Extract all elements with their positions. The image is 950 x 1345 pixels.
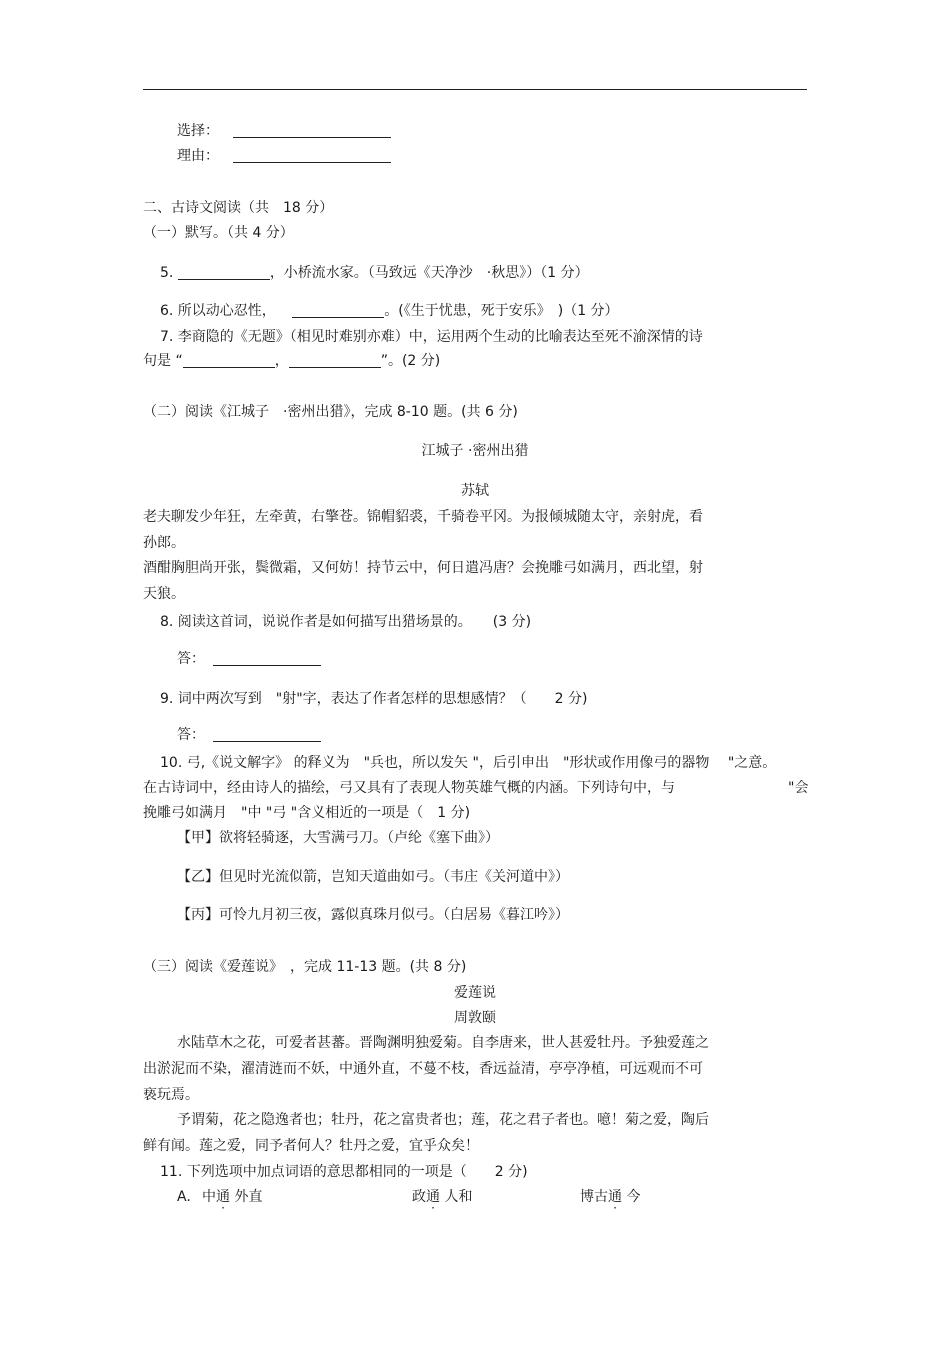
q11-option-a-2 <box>412 1188 472 1206</box>
question-5 <box>160 264 589 282</box>
essay-line-3: 亵玩焉。 <box>143 1087 199 1103</box>
essay-line-1: 水陆草木之花，可爱者甚蕃。晋陶渊明独爱菊。自李唐来，世人甚爱牡丹。予独爱莲之 <box>177 1035 709 1051</box>
q11-option-a-1 <box>202 1188 262 1206</box>
q9-answer-blank[interactable] <box>213 727 321 742</box>
section2-title: 二、古诗文阅读（共 18 分） <box>143 200 334 216</box>
q7-comma: ， <box>274 353 289 369</box>
q11-a1-pre: 中 <box>202 1189 216 1205</box>
question-6 <box>160 302 619 320</box>
poem-author: 苏轼 <box>461 483 489 499</box>
poem-line-4: 天狼。 <box>143 586 185 602</box>
q11-a3-dotted: 通 <box>608 1189 622 1205</box>
q11-option-a-3 <box>580 1188 640 1206</box>
reason-line <box>177 147 391 165</box>
q6-blank[interactable] <box>292 303 384 318</box>
q7-prefix: 句是 “ <box>143 353 183 369</box>
q7-blank-2[interactable] <box>289 353 381 368</box>
option-bing: 【丙】可怜九月初三夜，露似真珠月似弓。（白居易《暮江吟》） <box>177 907 569 923</box>
poem-title: 江城子 ·密州出猎 <box>421 443 529 459</box>
choice-blank[interactable] <box>233 123 391 138</box>
q7-suffix: ”。(2 分) <box>380 353 441 369</box>
q11-a1-dotted: 通 <box>216 1189 230 1205</box>
q11-a2-post: 人和 <box>440 1189 473 1205</box>
q11-a3-pre: 博古 <box>580 1189 608 1205</box>
essay-line-2: 出淤泥而不染，濯清涟而不妖，中通外直，不蔓不枝，香远益清，亭亭净植，可远观而不可 <box>143 1061 703 1077</box>
essay-line-4: 予谓菊，花之隐逸者也；牡丹，花之富贵者也；莲，花之君子者也。噫！菊之爱，陶后 <box>177 1112 709 1128</box>
essay-author: 周敦颐 <box>454 1010 496 1026</box>
q9-answer <box>177 726 321 744</box>
q6-tail: 。(《生于忧患，死于安乐》 )（1 分） <box>384 303 619 319</box>
q5-blank[interactable] <box>178 265 270 280</box>
option-yi: 【乙】但见时光流似箭，岂知天道曲如弓。（韦庄《关河道中》） <box>177 869 569 885</box>
reason-blank[interactable] <box>233 148 391 163</box>
q11-a1-post: 外直 <box>230 1189 263 1205</box>
poem-line-2: 孙郎。 <box>143 535 185 551</box>
question-8: 8. 阅读这首词，说说作者是如何描写出猎场景的。 (3 分) <box>160 614 532 630</box>
q5-text: ，小桥流水家。（马致远《天净沙 ·秋思》）（1 分） <box>269 265 589 281</box>
choice-line <box>177 122 391 140</box>
q8-answer-blank[interactable] <box>213 651 321 666</box>
part3-title: （三）阅读《爱莲说》 ，完成 11-13 题。(共 8 分) <box>143 959 467 975</box>
part2-title: （二）阅读《江城子 ·密州出猎》，完成 8-10 题。(共 6 分) <box>143 404 518 420</box>
q10-line3: 挽雕弓如满月 "中 "弓 "含义相近的一项是（ 1 分) <box>143 805 471 821</box>
q11-a2-dotted: 通 <box>426 1189 440 1205</box>
poem-line-1: 老夫聊发少年狂，左牵黄，右擎苍。锦帽貂裘，千骑卷平冈。为报倾城随太守，亲射虎，看 <box>143 509 703 525</box>
choice-label: 选择： <box>177 123 219 139</box>
q7-blank-1[interactable] <box>183 353 275 368</box>
q10-line1: 10. 弓,《说文解字》 的释义为 "兵也，所以发矢 "，后引申出 "形状或作用像弓的器物 "之意。 <box>160 755 777 771</box>
q8-answer-label: 答： <box>177 651 205 667</box>
essay-title: 爱莲说 <box>454 985 496 1001</box>
q11-a2-pre: 政 <box>412 1189 426 1205</box>
option-jia: 【甲】欲将轻骑逐，大雪满弓刀。（卢纶《塞下曲》） <box>177 830 499 846</box>
q7-line2 <box>143 352 440 370</box>
question-9: 9. 词中两次写到 "射"字，表达了作者怎样的思想感情？（ 2 分) <box>160 691 588 707</box>
header-rule <box>143 89 807 90</box>
poem-line-3: 酒酣胸胆尚开张，鬓微霜，又何妨！持节云中，何日遣冯唐？会挽雕弓如满月，西北望，射 <box>143 560 703 576</box>
q9-answer-label: 答： <box>177 727 205 743</box>
essay-line-5: 鲜有闻。莲之爱，同予者何人？牡丹之爱，宜乎众矣！ <box>143 1138 479 1154</box>
q8-answer <box>177 650 321 668</box>
q11-option-a-label: A. <box>177 1189 191 1205</box>
part1-title: （一）默写。（共 4 分） <box>143 225 294 241</box>
q11-a3-post: 今 <box>622 1189 641 1205</box>
reason-label: 理由： <box>177 148 219 164</box>
question-11: 11. 下列选项中加点词语的意思都相同的一项是（ 2 分) <box>160 1164 528 1180</box>
q6-text: 6. 所以动心忍性， <box>160 303 276 319</box>
q7-line1: 7. 李商隐的《无题》（相见时难别亦难）中，运用两个生动的比喻表达至死不渝深情的诗 <box>160 329 703 345</box>
q10-line2: 在古诗词中，经由诗人的描绘，弓又具有了表现人物英雄气概的内涵。下列诗句中，与 <box>143 780 675 796</box>
q10-line2-end: "会 <box>788 780 809 796</box>
q5-number: 5. <box>160 265 174 281</box>
